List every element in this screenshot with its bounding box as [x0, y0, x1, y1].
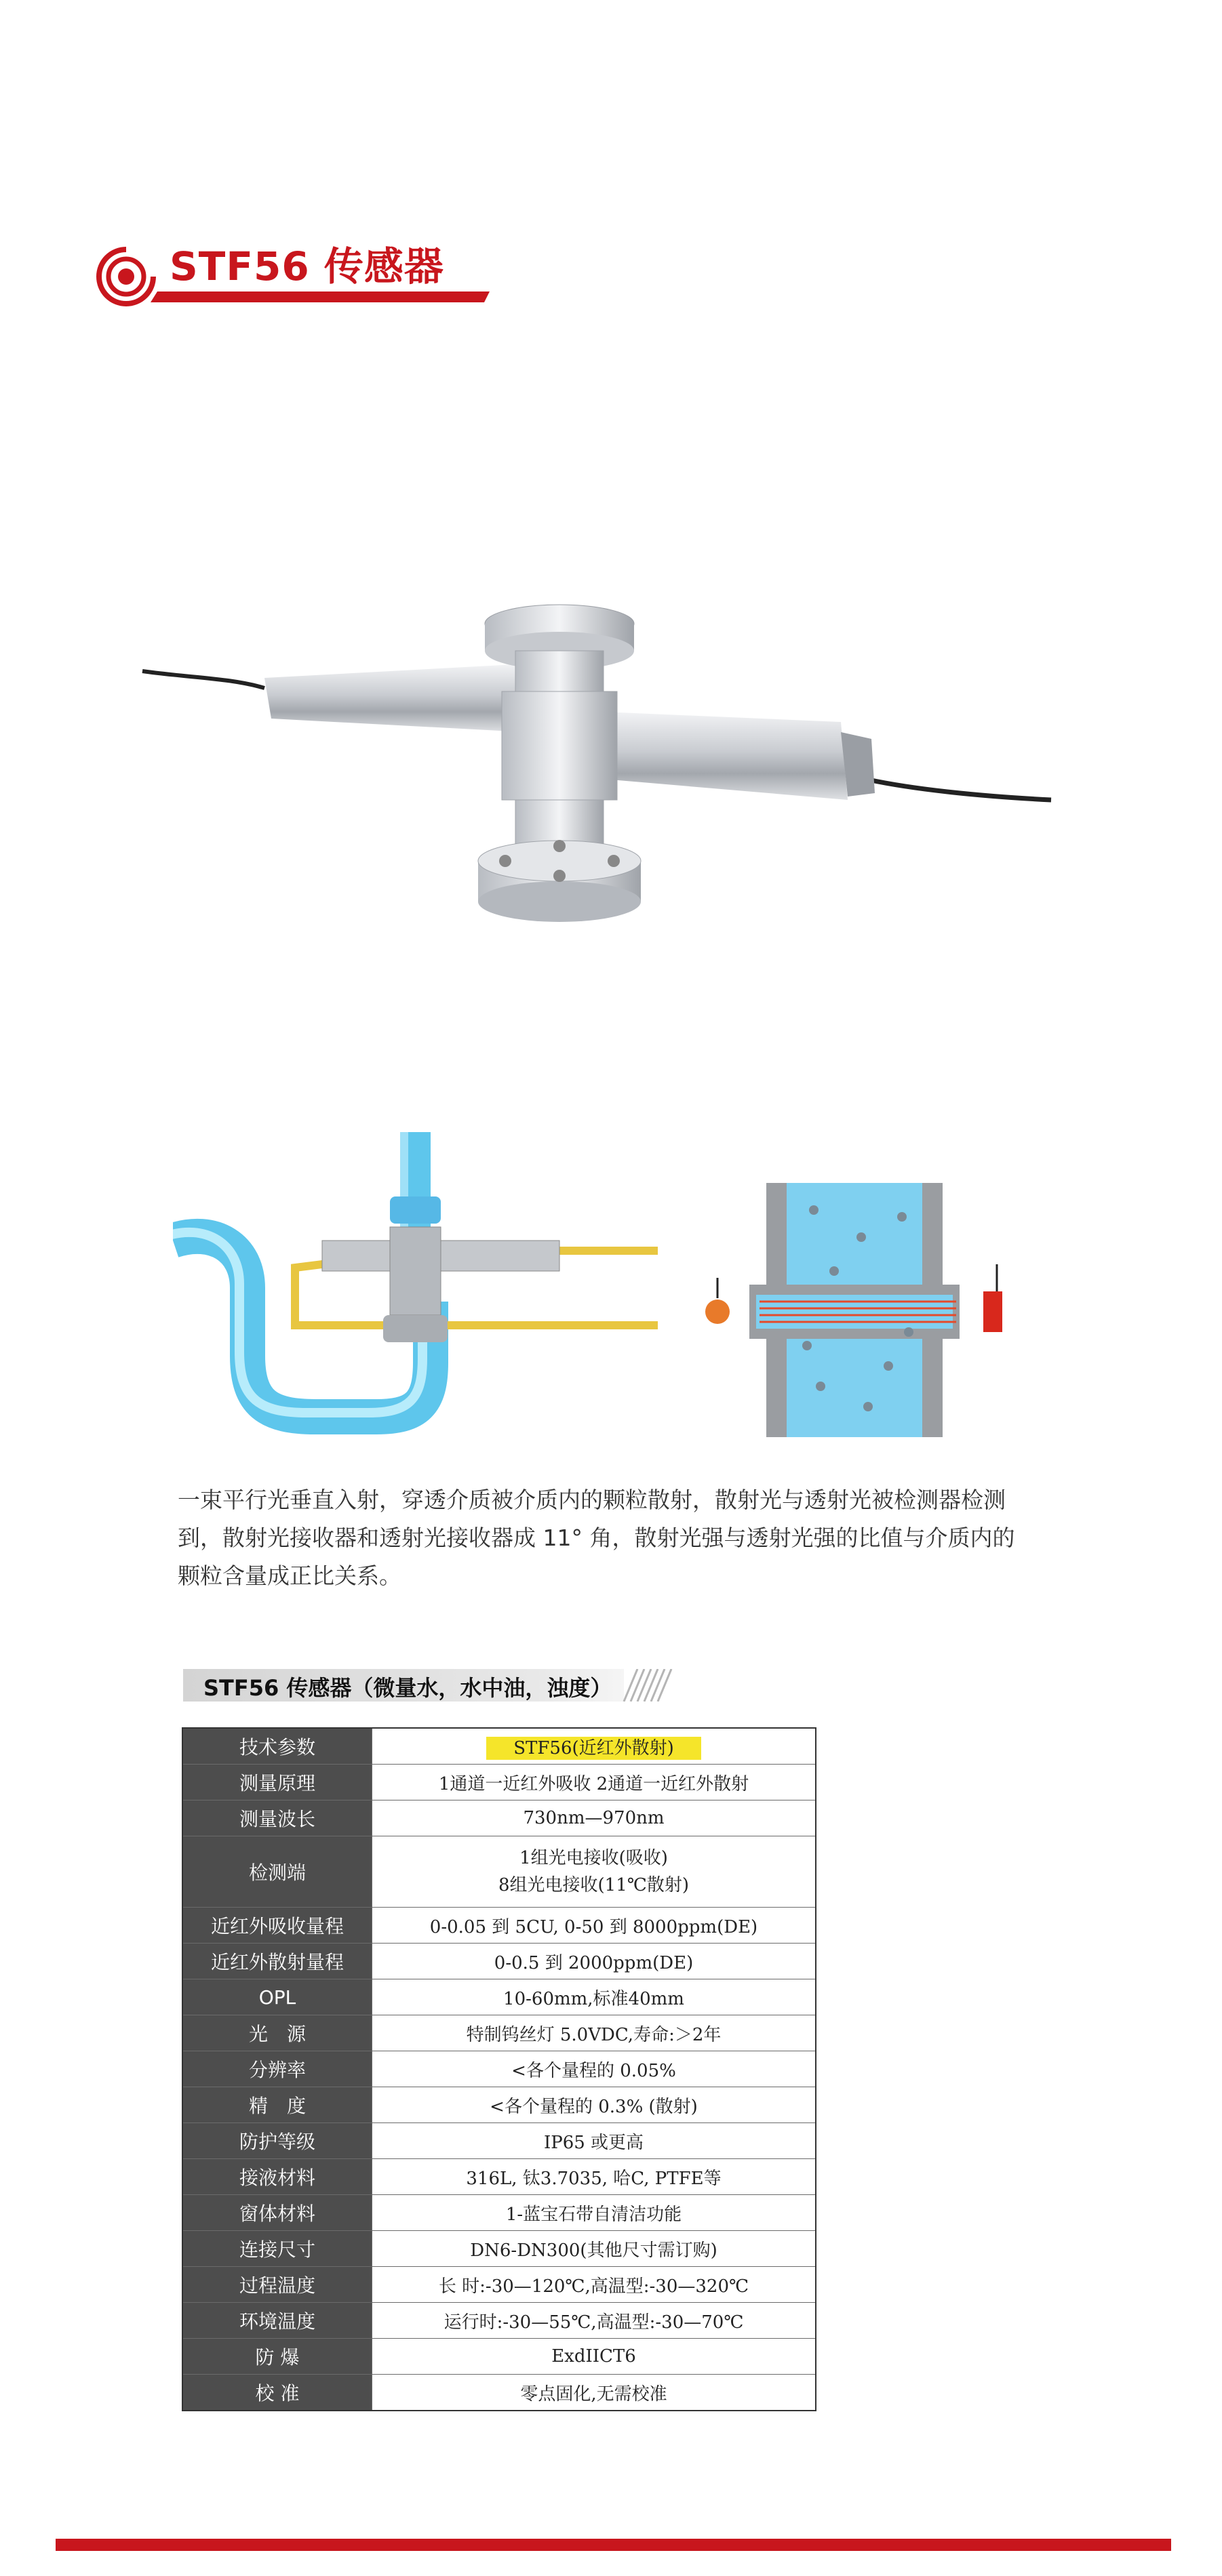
table-row	[182, 1944, 816, 1979]
row-value: 730nm—970nm	[372, 1800, 816, 1836]
row-value: 运行时:-30—55℃,高温型:-30—70℃	[372, 2303, 816, 2339]
row-key: 测量原理	[182, 1765, 372, 1800]
table-row	[182, 2159, 816, 2195]
table-row	[182, 1908, 816, 1944]
table-row	[182, 2195, 816, 2231]
row-key: 分辨率	[182, 2051, 372, 2087]
row-value: 0-0.05 到 5CU, 0-50 到 8000ppm(DE)	[372, 1908, 816, 1944]
table-row	[182, 2123, 816, 2159]
row-key: 过程温度	[182, 2267, 372, 2303]
table-row	[182, 2015, 816, 2051]
table-row	[182, 2339, 816, 2375]
row-value: 零点固化,无需校准	[372, 2375, 816, 2411]
cross-section-diagram	[698, 1183, 1010, 1437]
row-key: 检测端	[182, 1836, 372, 1908]
row-key: 近红外散射量程	[182, 1944, 372, 1979]
table-row	[182, 2087, 816, 2123]
row-key: 精 度	[182, 2087, 372, 2123]
row-value: 1-蓝宝石带自清洁功能	[372, 2195, 816, 2231]
row-value: 316L, 钛3.7035, 哈C, PTFE等	[372, 2159, 816, 2195]
table-row	[182, 2375, 816, 2411]
row-key: 窗体材料	[182, 2195, 372, 2231]
table-row	[182, 1765, 816, 1800]
spec-table	[182, 1727, 816, 2411]
row-key: 接液材料	[182, 2159, 372, 2195]
row-key: 环境温度	[182, 2303, 372, 2339]
row-value: 0-0.5 到 2000ppm(DE)	[372, 1944, 816, 1979]
row-value: <各个量程的 0.05%	[372, 2051, 816, 2087]
row-key: 光 源	[182, 2015, 372, 2051]
row-value: IP65 或更高	[372, 2123, 816, 2159]
product-photo	[136, 576, 1085, 956]
pipe-installation-diagram	[173, 1132, 658, 1437]
row-key: 防护等级	[182, 2123, 372, 2159]
table-row	[182, 2303, 816, 2339]
row-value: 8组光电接收(11℃散射)	[498, 1875, 689, 1895]
table-title: STF56 传感器（微量水，水中油，浊度）	[203, 1675, 612, 1701]
row-value: 1通道一近红外吸收 2通道一近红外散射	[372, 1765, 816, 1800]
row-key: 测量波长	[182, 1800, 372, 1836]
description-text: 一束平行光垂直入射，穿透介质被介质内的颗粒散射，散射光与透射光被检测器检测到，散射光接收器和透射光接收器成 11° 角，散射光强与透射光强的比值与介质内的颗粒含量成正比关系。	[178, 1487, 1015, 1589]
table-row	[182, 1979, 816, 2015]
row-key: OPL	[182, 1979, 372, 2015]
table-row	[182, 2231, 816, 2267]
page-title: STF56 传感器	[170, 243, 444, 289]
table-row	[182, 2051, 816, 2087]
row-value: <各个量程的 0.3% (散射)	[372, 2087, 816, 2123]
table-row	[182, 1836, 816, 1908]
row-key: 近红外吸收量程	[182, 1908, 372, 1944]
row-key: 技术参数	[182, 1728, 372, 1765]
row-value: ExdIICT6	[372, 2339, 816, 2375]
row-value-highlight: STF56(近红外散射)	[486, 1737, 701, 1760]
row-key: 连接尺寸	[182, 2231, 372, 2267]
footer-bar	[56, 2539, 1171, 2551]
row-value: 10-60mm,标准40mm	[372, 1979, 816, 2015]
table-row	[182, 1728, 816, 1765]
row-value: 特制钨丝灯 5.0VDC,寿命:＞2年	[372, 2015, 816, 2051]
row-value: 长 时:-30—120℃,高温型:-30—320℃	[372, 2267, 816, 2303]
row-value: 1组光电接收(吸收)	[519, 1848, 668, 1868]
title-underline	[151, 291, 490, 302]
row-value: DN6-DN300(其他尺寸需订购)	[372, 2231, 816, 2267]
table-row	[182, 1800, 816, 1836]
target-logo-icon	[94, 244, 159, 309]
table-row	[182, 2267, 816, 2303]
row-key: 校 准	[182, 2375, 372, 2411]
row-key: 防 爆	[182, 2339, 372, 2375]
